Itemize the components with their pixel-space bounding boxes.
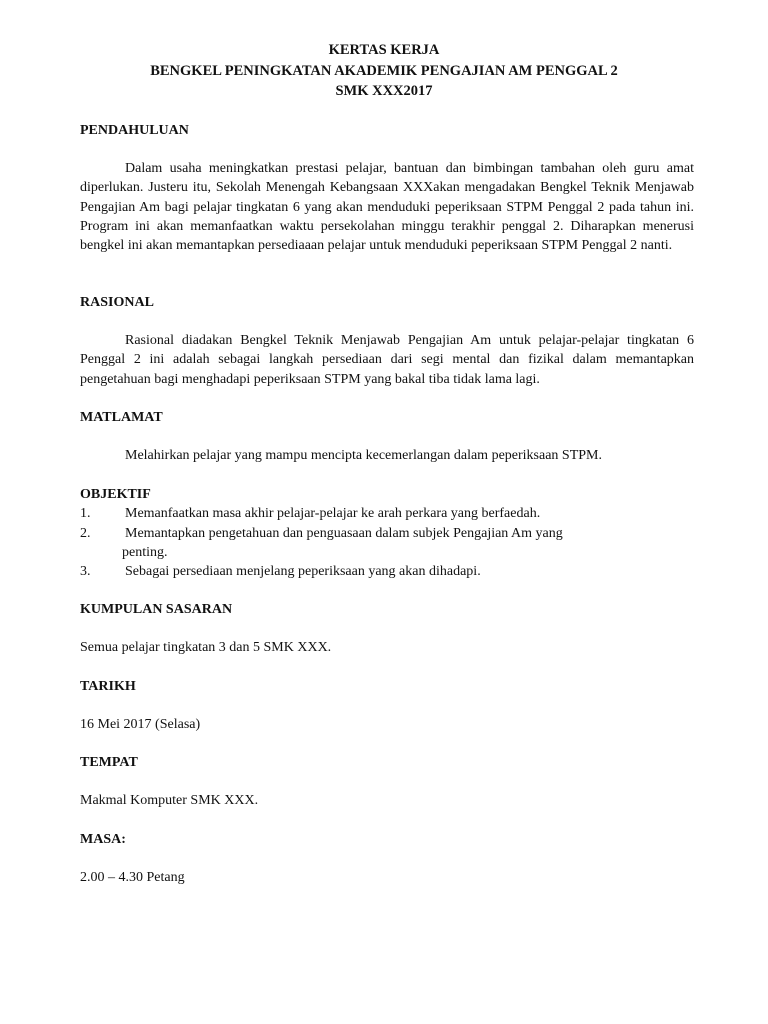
section-heading-masa: MASA: (80, 832, 126, 847)
section-heading-objektif: OBJEKTIF (80, 487, 151, 502)
objective-text: Memanfaatkan masa akhir pelajar-pelajar ke arah perkara yang berfaedah. (125, 506, 541, 521)
objective-number: 2. (80, 526, 91, 541)
document-title: KERTAS KERJA (328, 42, 440, 58)
section-body-pendahuluan: Dalam usaha meningkatkan prestasi pelajar, bantuan dan bimbingan tambahan oleh guru amat diperlukan. Justeru itu, Sekolah Menengah Kebangsaan XXXakan mengadakan Bengkel Teknik Menjawab Pengajian Am bagi pelajar tingkatan 6 yang akan menduduki peperiksaan STPM Penggal 2 pada tahun ini. Program ini akan memanfaatkan waktu persekolahan minggu terakhir penggal 2. Diharapkan menerusi bengkel ini akan memantapkan persediaaan pelajar untuk menduduki peperiksaan STPM Penggal 2 nanti. (80, 161, 694, 254)
document-subtitle: BENGKEL PENINGKATAN AKADEMIK PENGAJIAN AM PENGGAL 2 (150, 62, 618, 79)
section-heading-pendahuluan: PENDAHULUAN (80, 123, 189, 138)
section-body-kumpulan-sasaran: Semua pelajar tingkatan 3 dan 5 SMK XXX. (80, 640, 332, 655)
document-school-line: SMK XXX2017 (335, 83, 433, 99)
document-title-block (0, 40, 768, 102)
section-body-rasional: Rasional diadakan Bengkel Teknik Menjawab Pengajian Am untuk pelajar-pelajar tingkatan 6 Penggal 2 ini adalah sebagai langkah persediaan dari segi mental dan fizikal dalam memantapkan pengetahuan bagi menghadapi peperiksaan STPM yang bakal tiba tidak lama lagi. (80, 333, 694, 387)
section-heading-tarikh: TARIKH (80, 679, 136, 694)
section-heading-tempat: TEMPAT (80, 755, 138, 770)
section-body-matlamat: Melahirkan pelajar yang mampu mencipta kecemerlangan dalam peperiksaan STPM. (125, 448, 602, 463)
section-body-masa: 2.00 – 4.30 Petang (80, 870, 185, 885)
objective-text: Memantapkan pengetahuan dan penguasaan dalam subjek Pengajian Am yang (125, 526, 563, 541)
section-body-tempat: Makmal Komputer SMK XXX. (80, 793, 259, 808)
section-heading-matlamat: MATLAMAT (80, 410, 163, 425)
section-heading-rasional: RASIONAL (80, 295, 154, 310)
objective-number: 3. (80, 564, 91, 579)
objective-text-continuation: penting. (122, 545, 168, 560)
objective-text: Sebagai persediaan menjelang peperiksaan yang akan dihadapi. (125, 564, 481, 579)
section-body-tarikh: 16 Mei 2017 (Selasa) (80, 717, 201, 732)
objective-number: 1. (80, 506, 91, 521)
section-heading-kumpulan-sasaran: KUMPULAN SASARAN (80, 602, 233, 617)
